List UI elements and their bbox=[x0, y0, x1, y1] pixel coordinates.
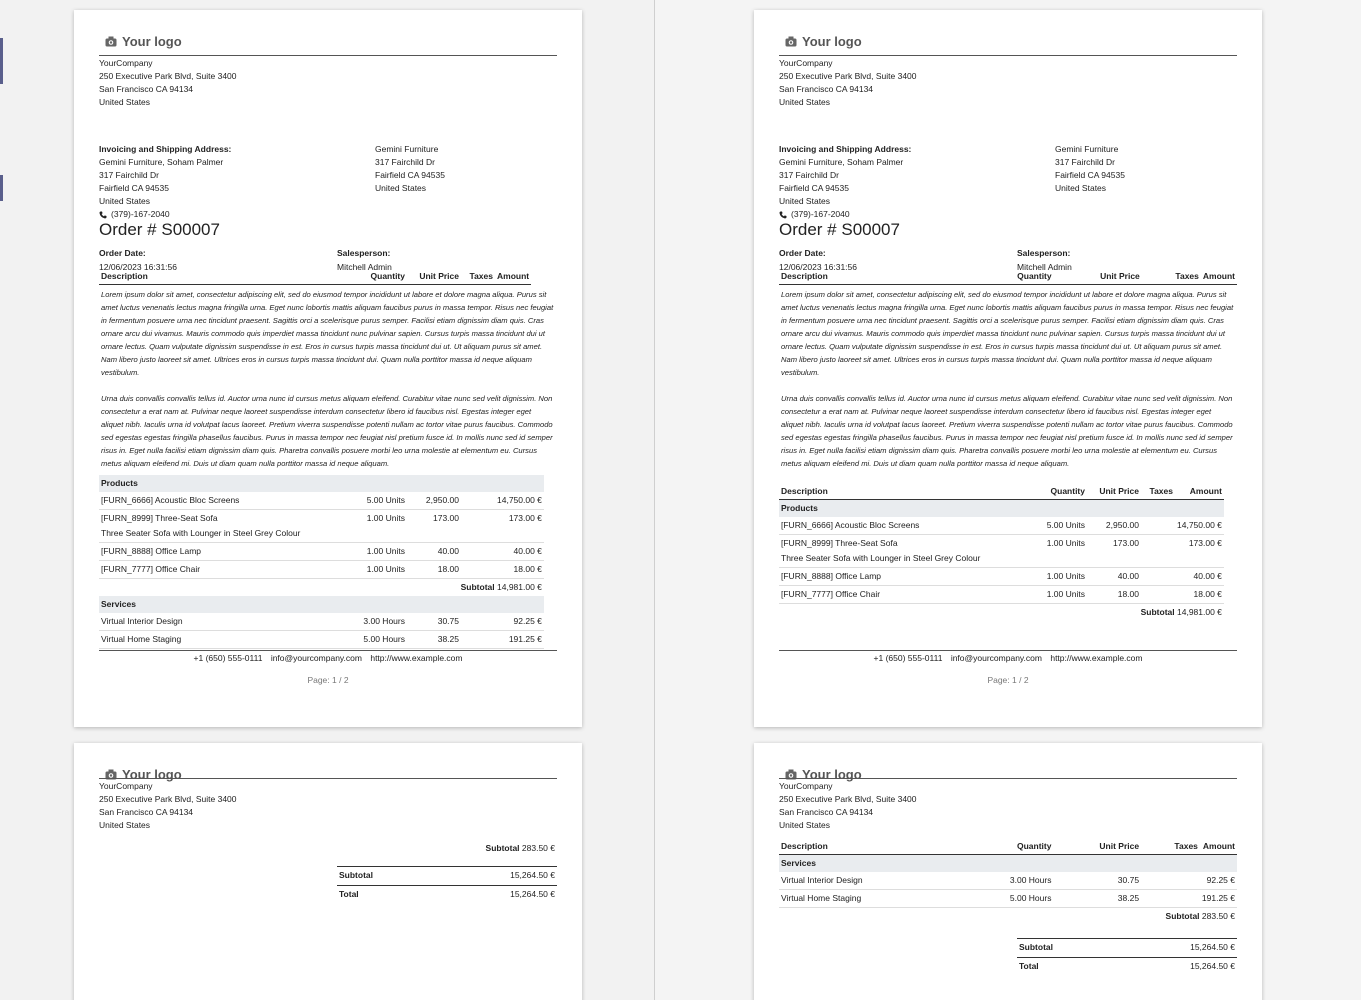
totals-total-value: 15,264.50 € bbox=[510, 889, 555, 899]
table-row bbox=[99, 613, 544, 631]
line-description: Virtual Interior Design bbox=[779, 872, 975, 890]
table-row-note bbox=[779, 552, 1224, 568]
line-description: [FURN_8999] Three-Seat Sofa bbox=[101, 513, 218, 523]
line-quantity: 5.00 Units bbox=[349, 492, 407, 510]
line-amount: 173.00 € bbox=[508, 513, 542, 523]
order-note-text bbox=[101, 288, 555, 470]
totals-subtotal-label: Subtotal bbox=[1019, 942, 1053, 952]
company-street: 250 Executive Park Blvd, Suite 3400 bbox=[779, 794, 917, 804]
subtotal-label: Subtotal bbox=[1165, 911, 1200, 921]
table-row bbox=[99, 631, 544, 649]
company-name: YourCompany bbox=[779, 58, 833, 68]
invoice-address bbox=[99, 143, 231, 221]
col-description: Description bbox=[779, 484, 1029, 500]
line-unit-price: 173.00 bbox=[433, 513, 459, 523]
footer-email: info@yourcompany.com bbox=[950, 653, 1042, 663]
table-row bbox=[779, 568, 1224, 586]
order-title: Order # S00007 bbox=[99, 220, 220, 239]
section-products: Products bbox=[779, 500, 1224, 518]
line-amount: 18.00 € bbox=[1175, 586, 1224, 604]
line-quantity: 5.00 Hours bbox=[975, 890, 1054, 908]
line-unit-price: 173.00 bbox=[1113, 538, 1139, 548]
col-amount: Amount bbox=[495, 269, 531, 285]
line-unit-price: 2,950.00 bbox=[1087, 517, 1141, 535]
shipping-country: United States bbox=[1055, 183, 1107, 193]
customer-name: Gemini Furniture, Soham Palmer bbox=[99, 157, 224, 167]
totals-subtotal-value: 15,264.50 € bbox=[510, 870, 555, 880]
company-address bbox=[779, 780, 917, 832]
subtotal-label: Subtotal bbox=[485, 843, 520, 853]
shipping-address bbox=[1055, 143, 1125, 195]
line-unit-price: 30.75 bbox=[1053, 872, 1141, 890]
customer-country: United States bbox=[779, 196, 831, 206]
footer-website: http://www.example.com bbox=[1050, 653, 1143, 663]
line-unit-price: 40.00 bbox=[1087, 568, 1141, 586]
salesperson-name: Mitchell Admin bbox=[1017, 262, 1072, 272]
line-amount: 14,750.00 € bbox=[1175, 517, 1224, 535]
order-lines-header bbox=[99, 269, 531, 285]
company-city: San Francisco CA 94134 bbox=[99, 807, 194, 817]
table-row bbox=[779, 517, 1224, 535]
header-divider bbox=[779, 778, 1237, 779]
col-amount: Amount bbox=[1201, 269, 1237, 285]
company-street: 250 Executive Park Blvd, Suite 3400 bbox=[99, 71, 237, 81]
left-preview-pane bbox=[0, 0, 654, 1000]
col-unit-price: Unit Price bbox=[407, 269, 461, 285]
line-quantity: 3.00 Hours bbox=[349, 613, 407, 631]
section-products: Products bbox=[99, 475, 544, 492]
shipping-name: Gemini Furniture bbox=[1055, 144, 1119, 154]
subtotal-value: 14,981.00 € bbox=[497, 582, 542, 592]
col-description: Description bbox=[779, 269, 975, 285]
totals-total-row bbox=[337, 886, 557, 904]
totals-total-label: Total bbox=[339, 889, 359, 899]
line-note: Three Seater Sofa with Lounger in Steel Grey Colour bbox=[779, 552, 1224, 568]
logo-text: Your logo bbox=[122, 767, 182, 782]
page-number: Page: 1 / 2 bbox=[307, 675, 349, 685]
line-quantity: 1.00 Units bbox=[1029, 568, 1087, 586]
col-taxes: Taxes bbox=[1141, 484, 1175, 500]
line-note: Three Seater Sofa with Lounger in Steel Grey Colour bbox=[99, 527, 544, 543]
order-lines-header bbox=[779, 269, 1237, 285]
order-lines-table bbox=[99, 475, 544, 649]
section-services: Services bbox=[99, 596, 544, 613]
report-page-2 bbox=[74, 743, 582, 1000]
line-description: [FURN_6666] Acoustic Bloc Screens bbox=[99, 492, 349, 510]
subtotal-value: 14,981.00 € bbox=[1177, 607, 1222, 617]
line-description: [FURN_8999] Three-Seat Sofa bbox=[781, 538, 898, 548]
header-divider bbox=[99, 55, 557, 56]
line-amount: 191.25 € bbox=[1200, 890, 1237, 908]
line-amount: 173.00 € bbox=[1188, 538, 1222, 548]
camera-icon bbox=[785, 36, 797, 47]
services-subtotal bbox=[486, 843, 555, 853]
col-unit-price: Unit Price bbox=[1087, 484, 1141, 500]
address-label: Invoicing and Shipping Address: bbox=[99, 144, 232, 154]
table-row bbox=[99, 510, 544, 528]
note-paragraph: Lorem ipsum dolor sit amet, consectetur adipiscing elit, sed do eiusmod tempor incididunt ut labore et dolore magna aliqua. Purus sit amet luctus venenatis lectus magna fringilla urna. Eget nunc lobortis mattis aliquam faucibus purus in massa tempor. Risus nec feugiat in fermentum posuere urna nec tincidunt praesent. Sagittis orci a scelerisque purus semper. Facilisi etiam dignissim diam quis. Cras ornare arcu dui vivamus. Mauris commodo quis imperdiet massa tincidunt nunc pulvinar sapien. Cursus turpis massa tincidunt dui ut ornare lectus. Quam vulputate dignissim suspendisse in est. Eros in cursus turpis massa tincidunt dui ut. Ut aliquam purus sit amet. Nam libero justo laoreet sit amet. Ultrices eros in cursus turpis massa tincidunt dui. Quam nulla porttitor massa id neque aliquam vestibulum. bbox=[101, 290, 554, 377]
company-city: San Francisco CA 94134 bbox=[99, 84, 194, 94]
line-description: [FURN_6666] Acoustic Bloc Screens bbox=[779, 517, 1029, 535]
logo-text: Your logo bbox=[802, 34, 862, 49]
company-address bbox=[99, 780, 237, 832]
footer-divider bbox=[779, 650, 1237, 651]
line-amount: 191.25 € bbox=[495, 631, 544, 649]
totals-subtotal-row bbox=[337, 866, 557, 886]
table-row-note bbox=[99, 527, 544, 543]
report-page-1 bbox=[754, 10, 1262, 727]
order-date: 12/06/2023 16:31:56 bbox=[99, 262, 177, 272]
totals-subtotal-row bbox=[1017, 938, 1237, 958]
company-city: San Francisco CA 94134 bbox=[779, 84, 874, 94]
shipping-country: United States bbox=[375, 183, 427, 193]
phone-icon bbox=[99, 211, 107, 219]
report-page-2 bbox=[754, 743, 1262, 1000]
table-row bbox=[99, 543, 544, 561]
subtotal-label: Subtotal bbox=[460, 582, 495, 592]
line-amount: 14,750.00 € bbox=[495, 492, 544, 510]
line-quantity: 5.00 Units bbox=[1029, 517, 1087, 535]
shipping-city: Fairfield CA 94535 bbox=[375, 170, 445, 180]
customer-city: Fairfield CA 94535 bbox=[779, 183, 849, 193]
totals-subtotal-value: 15,264.50 € bbox=[1190, 942, 1235, 952]
line-taxes bbox=[461, 613, 495, 631]
order-date-label: Order Date: bbox=[99, 248, 146, 258]
table-row bbox=[779, 890, 1237, 908]
footer-phone: +1 (650) 555-0111 bbox=[873, 653, 943, 663]
page-footer bbox=[99, 653, 557, 663]
line-taxes bbox=[461, 510, 495, 528]
line-quantity: 1.00 Units bbox=[366, 513, 405, 523]
company-name: YourCompany bbox=[99, 781, 153, 791]
line-unit-price: 18.00 bbox=[407, 561, 461, 579]
products-subtotal-row bbox=[99, 579, 544, 597]
line-description: Virtual Home Staging bbox=[779, 890, 975, 908]
col-quantity: Quantity bbox=[1029, 484, 1087, 500]
line-taxes bbox=[461, 631, 495, 649]
line-taxes bbox=[461, 492, 495, 510]
company-address bbox=[779, 57, 917, 109]
company-address bbox=[99, 57, 237, 109]
totals-subtotal-label: Subtotal bbox=[339, 870, 373, 880]
customer-city: Fairfield CA 94535 bbox=[99, 183, 169, 193]
line-quantity: 3.00 Hours bbox=[975, 872, 1054, 890]
line-description: [FURN_7777] Office Chair bbox=[99, 561, 349, 579]
col-amount: Amount bbox=[1175, 484, 1224, 500]
page-footer bbox=[779, 653, 1237, 663]
shipping-address bbox=[375, 143, 445, 195]
company-country: United States bbox=[779, 97, 831, 107]
subtotal-label: Subtotal bbox=[1140, 607, 1175, 617]
totals-total-value: 15,264.50 € bbox=[1190, 961, 1235, 971]
line-quantity: 1.00 Units bbox=[1046, 538, 1085, 548]
col-unit-price: Unit Price bbox=[1054, 269, 1142, 285]
table-row bbox=[99, 492, 544, 510]
left-edge-marker bbox=[0, 175, 3, 201]
page-number: Page: 1 / 2 bbox=[987, 675, 1029, 685]
line-description: [FURN_7777] Office Chair bbox=[779, 586, 1029, 604]
customer-name: Gemini Furniture, Soham Palmer bbox=[779, 157, 904, 167]
line-taxes bbox=[1141, 586, 1175, 604]
footer-divider bbox=[99, 650, 557, 651]
company-name: YourCompany bbox=[99, 58, 153, 68]
note-paragraph: Lorem ipsum dolor sit amet, consectetur adipiscing elit, sed do eiusmod tempor incididunt ut labore et dolore magna aliqua. Purus sit amet luctus venenatis lectus magna fringilla urna. Eget nunc lobortis mattis aliquam faucibus purus in massa tempor. Risus nec feugiat in fermentum posuere urna nec tincidunt praesent. Sagittis orci a scelerisque purus semper. Facilisi etiam dignissim diam quis. Cras ornare arcu dui vivamus. Mauris commodo quis imperdiet massa tincidunt nunc pulvinar sapien. Cursus turpis massa tincidunt dui ut ornare lectus. Quam vulputate dignissim suspendisse in est. Eros in cursus turpis massa tincidunt dui ut. Ut aliquam purus sit amet. Nam libero justo laoreet sit amet. Ultrices eros in cursus turpis massa tincidunt dui. Quam nulla porttitor massa id neque aliquam vestibulum. bbox=[781, 290, 1234, 377]
left-edge-marker bbox=[0, 38, 3, 84]
line-taxes bbox=[461, 543, 495, 561]
shipping-city: Fairfield CA 94535 bbox=[1055, 170, 1125, 180]
col-taxes: Taxes bbox=[1141, 839, 1200, 855]
line-quantity: 1.00 Units bbox=[1029, 586, 1087, 604]
totals-total-label: Total bbox=[1019, 961, 1039, 971]
line-amount: 40.00 € bbox=[495, 543, 544, 561]
line-quantity: 1.00 Units bbox=[349, 561, 407, 579]
products-subtotal-row bbox=[779, 604, 1224, 622]
col-taxes: Taxes bbox=[1142, 269, 1201, 285]
order-lines-table bbox=[779, 484, 1224, 621]
header-divider bbox=[779, 55, 1237, 56]
customer-phone-text: (379)-167-2040 bbox=[111, 209, 170, 219]
customer-country: United States bbox=[99, 196, 151, 206]
line-unit-price: 18.00 bbox=[1087, 586, 1141, 604]
col-description: Description bbox=[99, 269, 349, 285]
subtotal-value: 283.50 € bbox=[521, 843, 555, 853]
order-totals bbox=[1017, 938, 1237, 976]
line-amount: 92.25 € bbox=[495, 613, 544, 631]
salesperson-label: Salesperson: bbox=[1017, 248, 1071, 258]
order-date: 12/06/2023 16:31:56 bbox=[779, 262, 857, 272]
company-logo bbox=[105, 34, 182, 49]
col-description: Description bbox=[779, 839, 975, 855]
line-amount: 18.00 € bbox=[495, 561, 544, 579]
customer-street: 317 Fairchild Dr bbox=[99, 170, 159, 180]
logo-text: Your logo bbox=[802, 767, 862, 782]
company-country: United States bbox=[99, 820, 151, 830]
line-amount: 40.00 € bbox=[1175, 568, 1224, 586]
line-taxes bbox=[1141, 535, 1175, 553]
line-unit-price: 2,950.00 bbox=[407, 492, 461, 510]
col-taxes: Taxes bbox=[461, 269, 495, 285]
line-description: Virtual Home Staging bbox=[99, 631, 349, 649]
company-street: 250 Executive Park Blvd, Suite 3400 bbox=[779, 71, 917, 81]
customer-street: 317 Fairchild Dr bbox=[779, 170, 839, 180]
company-city: San Francisco CA 94134 bbox=[779, 807, 874, 817]
camera-icon bbox=[105, 36, 117, 47]
company-country: United States bbox=[779, 820, 831, 830]
shipping-street: 317 Fairchild Dr bbox=[375, 157, 435, 167]
order-title: Order # S00007 bbox=[779, 220, 900, 239]
company-country: United States bbox=[99, 97, 151, 107]
line-taxes bbox=[1141, 890, 1200, 908]
line-description: [FURN_8888] Office Lamp bbox=[99, 543, 349, 561]
table-row bbox=[779, 535, 1224, 553]
line-description: [FURN_8888] Office Lamp bbox=[779, 568, 1029, 586]
line-unit-price: 38.25 bbox=[1053, 890, 1141, 908]
order-note-text bbox=[781, 288, 1235, 470]
table-row bbox=[99, 561, 544, 579]
col-quantity: Quantity bbox=[975, 269, 1054, 285]
totals-total-row bbox=[1017, 958, 1237, 976]
services-subtotal-row bbox=[779, 908, 1237, 926]
header-divider bbox=[99, 778, 557, 779]
footer-email: info@yourcompany.com bbox=[270, 653, 362, 663]
line-taxes bbox=[1141, 517, 1175, 535]
line-unit-price: 30.75 bbox=[407, 613, 461, 631]
right-preview-pane bbox=[654, 0, 1361, 1000]
section-services: Services bbox=[779, 855, 1237, 873]
company-street: 250 Executive Park Blvd, Suite 3400 bbox=[99, 794, 237, 804]
order-date-label: Order Date: bbox=[779, 248, 826, 258]
line-quantity: 1.00 Units bbox=[349, 543, 407, 561]
line-unit-price: 38.25 bbox=[407, 631, 461, 649]
address-label: Invoicing and Shipping Address: bbox=[779, 144, 912, 154]
customer-phone-text: (379)-167-2040 bbox=[791, 209, 850, 219]
services-lines-table bbox=[779, 839, 1237, 925]
col-amount: Amount bbox=[1200, 839, 1237, 855]
line-taxes bbox=[1141, 872, 1200, 890]
salesperson-name: Mitchell Admin bbox=[337, 262, 392, 272]
col-quantity: Quantity bbox=[975, 839, 1054, 855]
company-logo bbox=[785, 34, 862, 49]
subtotal-value: 283.50 € bbox=[1201, 911, 1235, 921]
logo-text: Your logo bbox=[122, 34, 182, 49]
note-paragraph: Urna duis convallis convallis tellus id. Auctor urna nunc id cursus metus aliquam eleifend. Curabitur vitae nunc sed velit dignissim. Non consectetur a erat nam at. Pulvinar neque laoreet suspendisse interdum consectetur libero id faucibus nisl. Egestas integer eget aliquet nibh. Iaculis urna id volutpat lacus laoreet. Pretium viverra suspendisse potenti nullam ac tortor vitae purus faucibus. Commodo sed egestas egestas fringilla phasellus faucibus. Purus in massa tempor nec feugiat nisl pretium fusce id. In mollis nunc sed id semper risus in. Eget nulla facilisi etiam dignissim diam quis. Pharetra convallis posuere morbi leo urna molestie at elementum eu. Cursus metus aliquam eleifend mi. Duis ut diam quam nulla porttitor massa id neque aliquam. bbox=[781, 394, 1233, 468]
line-taxes bbox=[1141, 568, 1175, 586]
col-quantity: Quantity bbox=[349, 269, 407, 285]
line-description: Virtual Interior Design bbox=[99, 613, 349, 631]
footer-phone: +1 (650) 555-0111 bbox=[193, 653, 263, 663]
order-totals bbox=[337, 866, 557, 904]
salesperson-label: Salesperson: bbox=[337, 248, 391, 258]
shipping-name: Gemini Furniture bbox=[375, 144, 439, 154]
table-row bbox=[779, 586, 1224, 604]
col-unit-price: Unit Price bbox=[1053, 839, 1141, 855]
company-name: YourCompany bbox=[779, 781, 833, 791]
line-unit-price: 40.00 bbox=[407, 543, 461, 561]
report-page-1 bbox=[74, 10, 582, 727]
phone-icon bbox=[779, 211, 787, 219]
line-amount: 92.25 € bbox=[1200, 872, 1237, 890]
note-paragraph: Urna duis convallis convallis tellus id. Auctor urna nunc id cursus metus aliquam eleifend. Curabitur vitae nunc sed velit dignissim. Non consectetur a erat nam at. Pulvinar neque laoreet suspendisse interdum consectetur libero id faucibus nisl. Egestas integer eget aliquet nibh. Iaculis urna id volutpat lacus laoreet. Pretium viverra suspendisse potenti nullam ac tortor vitae purus faucibus. Commodo sed egestas egestas fringilla phasellus faucibus. Purus in massa tempor nec feugiat nisl pretium fusce id. In mollis nunc sed id semper risus in. Eget nulla facilisi etiam dignissim diam quis. Pharetra convallis posuere morbi leo urna molestie at elementum eu. Cursus metus aliquam eleifend mi. Duis ut diam quam nulla porttitor massa id neque aliquam. bbox=[101, 394, 553, 468]
line-quantity: 5.00 Hours bbox=[349, 631, 407, 649]
line-taxes bbox=[461, 561, 495, 579]
shipping-street: 317 Fairchild Dr bbox=[1055, 157, 1115, 167]
table-row bbox=[779, 872, 1237, 890]
invoice-address bbox=[779, 143, 911, 221]
footer-website: http://www.example.com bbox=[370, 653, 463, 663]
